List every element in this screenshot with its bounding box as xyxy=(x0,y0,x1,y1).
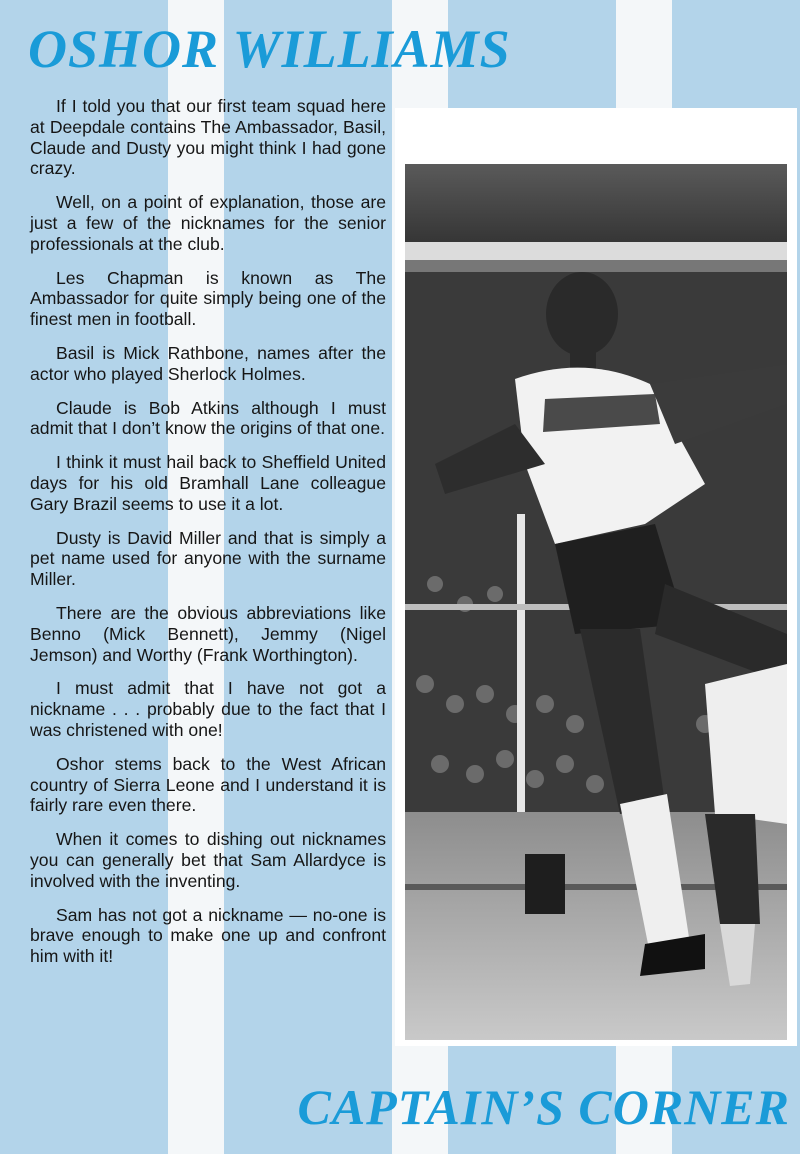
article-paragraph: I think it must hail back to Sheffield United days for his old Bramhall Lane colleague Gary Brazil seems to use it a lot. xyxy=(30,452,386,514)
article-paragraph: There are the obvious abbreviations like Benno (Mick Bennett), Jemmy (Nigel Jemson) and Worthy (Frank Worthington). xyxy=(30,602,386,665)
article-paragraph: I must admit that I have not got a nickname . . . probably due to the fact that I was christened with one! xyxy=(30,678,386,740)
match-action-photo xyxy=(405,164,787,1040)
article-paragraph: Oshor stems back to the West African country of Sierra Leone and I understand it is fairly rare even there. xyxy=(30,753,386,816)
footballer-heading-ball-image xyxy=(405,164,787,1040)
article-paragraph: Sam has not got a nickname — no-one is brave enough to make one up and confront him with it! xyxy=(30,904,386,967)
article-paragraph: When it comes to dishing out nicknames you can generally bet that Sam Allardyce is involved with the inventing. xyxy=(30,829,386,891)
article-paragraph: Claude is Bob Atkins although I must admit that I don’t know the origins of that one. xyxy=(30,397,386,439)
photo-frame xyxy=(395,108,797,1046)
article-paragraph: Les Chapman is known as The Ambassador for quite simply being one of the finest men in football. xyxy=(30,267,386,330)
article-paragraph: Well, on a point of explanation, those are just a few of the nicknames for the senior professionals at the club. xyxy=(30,192,386,254)
article-body xyxy=(30,96,386,980)
article-paragraph: Dusty is David Miller and that is simply a pet name used for anyone with the surname Miller. xyxy=(30,527,386,590)
section-title: CAPTAIN’S CORNER xyxy=(297,1079,790,1135)
page-title: OSHOR WILLIAMS xyxy=(28,19,511,79)
article-paragraph: Basil is Mick Rathbone, names after the actor who played Sherlock Holmes. xyxy=(30,342,386,384)
article-paragraph: If I told you that our first team squad here at Deepdale contains The Ambassador, Basil, Claude and Dusty you might think I had gone crazy. xyxy=(30,96,386,179)
